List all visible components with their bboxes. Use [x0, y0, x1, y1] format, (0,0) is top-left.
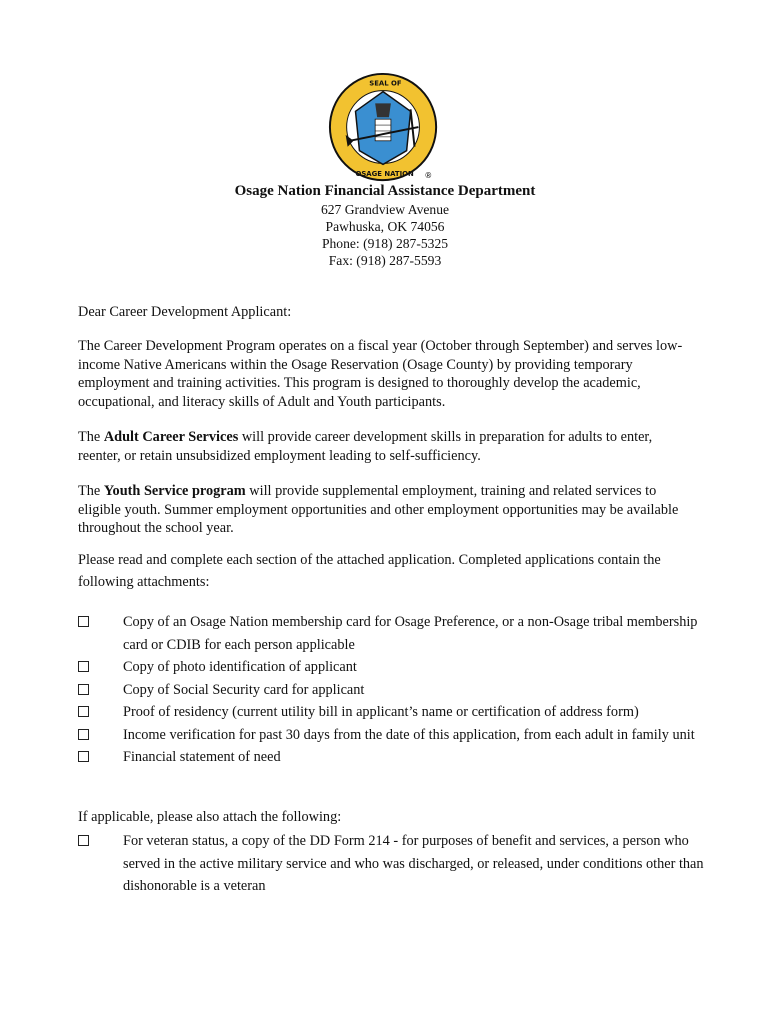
checklist-item: [78, 656, 718, 679]
checklist-item: [78, 724, 718, 747]
checkbox[interactable]: [78, 706, 89, 717]
youth-prefix: The: [78, 483, 104, 499]
youth-service-title: Youth Service program: [103, 483, 246, 499]
optional-attachments-checklist: [78, 830, 718, 898]
checkbox[interactable]: [78, 661, 89, 672]
fax-number: Fax: (918) 287-5593: [328, 253, 442, 268]
checkbox[interactable]: [78, 751, 89, 762]
adult-services-paragraph: [78, 428, 698, 465]
checkbox[interactable]: [78, 616, 89, 627]
checkbox[interactable]: [78, 835, 89, 846]
youth-service-text: will provide supplemental employment, training and related services to eligible youth. Summer employment opportunities and other employment opportunities may be available throughout the school year.: [78, 483, 679, 536]
organization-name: Osage Nation Financial Assistance Department: [234, 183, 536, 199]
attachments-checklist: [78, 611, 718, 769]
checklist-item-label: Income verification for past 30 days from the date of this application, from each adult in family unit: [123, 726, 695, 743]
registered-mark: ®: [424, 171, 433, 181]
checklist-item: [78, 701, 718, 724]
seal-bottom-text: OSAGE NATION: [355, 170, 414, 179]
greeting: Dear Career Development Applicant:: [78, 304, 292, 320]
street-address: 627 Grandview Avenue: [320, 202, 450, 217]
checklist-item: [78, 679, 718, 702]
letterhead: [0, 182, 770, 269]
checklist-item-label: Financial statement of need: [123, 749, 281, 765]
seal-top-text: SEAL OF: [369, 79, 402, 88]
checklist-item-label: Proof of residency (current utility bill in applicant’s name or certification of address form): [123, 704, 639, 720]
checkbox[interactable]: [78, 684, 89, 695]
adult-services-text: will provide career development skills in preparation for adults to enter, reenter, or retain unsubsidized employment leading to self-sufficiency.: [78, 429, 653, 464]
adult-prefix: The: [78, 429, 104, 445]
youth-services-paragraph: [78, 482, 698, 538]
instructions-paragraph: Please read and complete each section of the attached application. Completed applications contain the following attachments:: [78, 552, 661, 590]
checklist-item: [78, 611, 718, 656]
checklist-item-label: Copy of an Osage Nation membership card for Osage Preference, or a non-Osage tribal membership card or CDIB for each person applicable: [123, 614, 698, 653]
city-state-zip: Pawhuska, OK 74056: [325, 219, 445, 234]
osage-nation-seal-logo: [326, 70, 444, 188]
checklist-item: [78, 746, 718, 769]
intro-paragraph: The Career Development Program operates on a fiscal year (October through September) and serves low-income Native Americans within the Osage Reservation (Osage County) by providing temporary employment and training activities. This program is designed to thoroughly develop the academic, occupational, and literacy skills of Adult and Youth participants.: [78, 338, 683, 410]
adult-services-title: Adult Career Services: [103, 429, 239, 445]
phone-number: Phone: (918) 287-5325: [321, 236, 449, 251]
checkbox[interactable]: [78, 729, 89, 740]
checklist-item-label: For veteran status, a copy of the DD Form 214 - for purposes of benefit and services, a person who served in the active military service and who was discharged, or released, under conditions other than dishonorable is a veteran: [123, 833, 704, 894]
if-applicable-heading: If applicable, please also attach the following:: [78, 809, 342, 825]
checklist-item-label: Copy of Social Security card for applicant: [123, 681, 365, 698]
checklist-item-label: Copy of photo identification of applicant: [123, 659, 357, 675]
checklist-item: [78, 830, 718, 898]
